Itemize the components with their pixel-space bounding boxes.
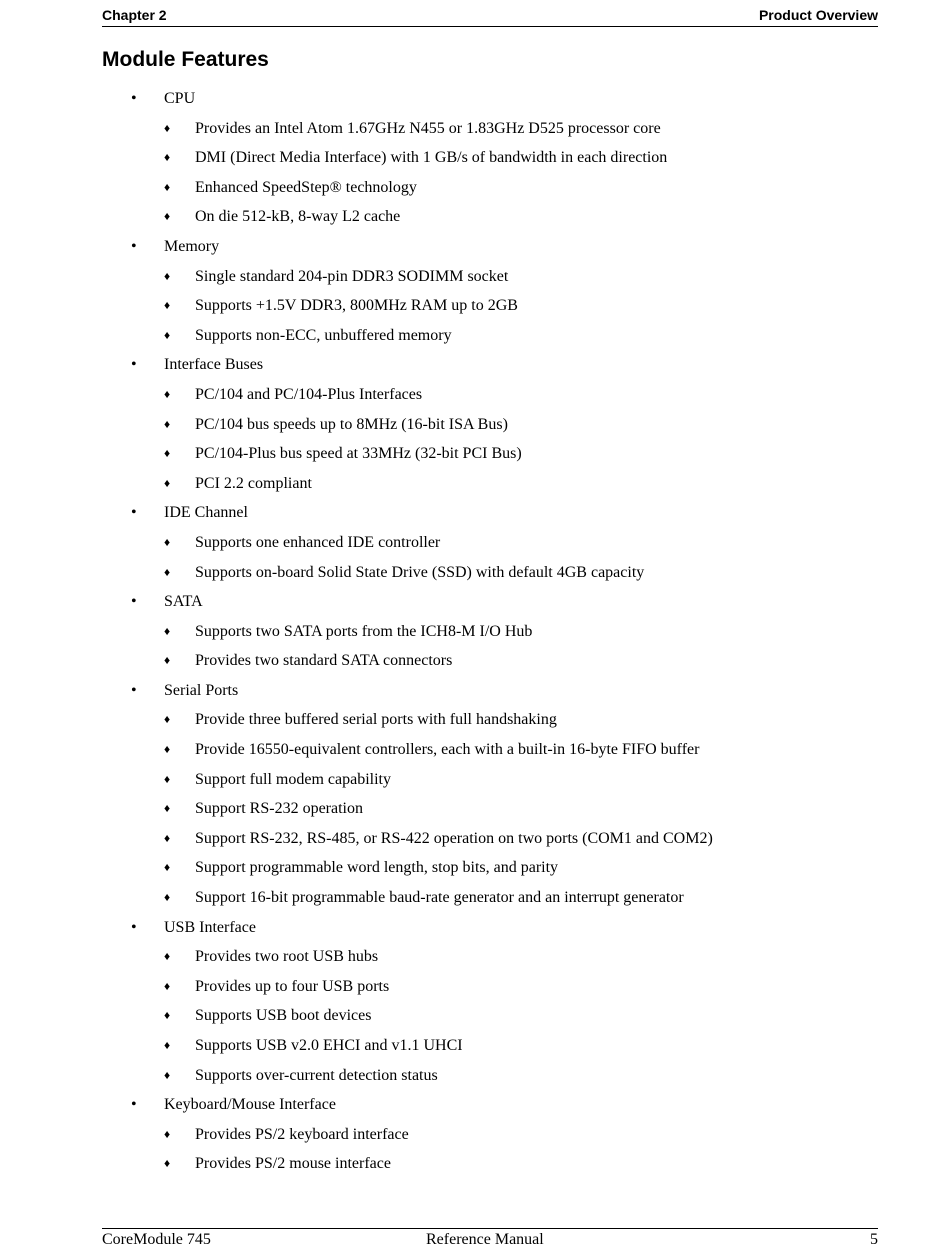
feature-item — [0, 883, 950, 913]
feature-item — [0, 1001, 950, 1031]
feature-item-text: Provides up to four USB ports — [195, 977, 390, 995]
diamond-bullet-icon: ♦ — [164, 416, 171, 431]
feature-item-text: Supports +1.5V DDR3, 800MHz RAM up to 2GB — [195, 297, 518, 315]
category-label: USB Interface — [164, 918, 256, 936]
diamond-bullet-icon: ♦ — [164, 446, 171, 461]
feature-item-text: Support RS-232, RS-485, or RS-422 operation on two ports (COM1 and COM2) — [195, 829, 713, 847]
feature-item — [0, 143, 950, 173]
bullet-icon: • — [131, 593, 137, 611]
feature-item — [0, 469, 950, 499]
feature-item-text: Supports one enhanced IDE controller — [195, 533, 441, 551]
diamond-bullet-icon: ♦ — [164, 1126, 171, 1141]
feature-item-text: PC/104 bus speeds up to 8MHz (16-bit ISA Bus) — [195, 415, 508, 433]
feature-item — [0, 202, 950, 232]
diamond-bullet-icon: ♦ — [164, 949, 171, 964]
feature-item-text: Supports USB v2.0 EHCI and v1.1 UHCI — [195, 1037, 463, 1054]
diamond-bullet-icon: ♦ — [164, 801, 171, 816]
feature-item-text: Supports non-ECC, unbuffered memory — [195, 326, 452, 344]
feature-item — [0, 410, 950, 440]
diamond-bullet-icon: ♦ — [164, 830, 171, 845]
diamond-bullet-icon: ♦ — [164, 771, 171, 786]
feature-item — [0, 439, 950, 469]
feature-item-text: Support 16-bit programmable baud-rate generator and an interrupt generator — [195, 889, 684, 907]
diamond-bullet-icon: ♦ — [164, 564, 171, 579]
feature-item — [0, 824, 950, 854]
feature-item-text: Provide 16550-equivalent controllers, each with a built-in 16-byte FIFO buffer — [195, 741, 700, 759]
feature-item-text: Provides PS/2 mouse interface — [195, 1155, 391, 1173]
diamond-bullet-icon: ♦ — [164, 179, 171, 194]
diamond-bullet-icon: ♦ — [164, 268, 171, 283]
feature-item — [0, 646, 950, 676]
bullet-icon: • — [131, 90, 137, 107]
feature-item — [0, 853, 950, 883]
feature-item — [0, 291, 950, 321]
feature-item-text: Supports over-current detection status — [195, 1066, 438, 1084]
feature-item-text: Supports two SATA ports from the ICH8-M I/O Hub — [195, 622, 533, 640]
feature-item-text: Provides an Intel Atom 1.67GHz N455 or 1.83GHz D525 processor core — [195, 119, 661, 137]
category-label: Memory — [164, 237, 220, 255]
feature-item-text: Single standard 204-pin DDR3 SODIMM socket — [195, 267, 509, 285]
feature-category — [0, 498, 950, 528]
feature-item-text: Support full modem capability — [195, 770, 391, 788]
diamond-bullet-icon: ♦ — [164, 1038, 171, 1052]
bullet-icon: • — [131, 1096, 137, 1114]
page-number: 5 — [870, 1231, 878, 1248]
feature-item — [0, 1120, 950, 1150]
category-label: CPU — [164, 90, 196, 107]
diamond-bullet-icon: ♦ — [164, 978, 171, 993]
feature-item — [0, 173, 950, 203]
page-header — [102, 5, 878, 27]
diamond-bullet-icon: ♦ — [164, 475, 171, 490]
feature-item — [0, 321, 950, 351]
feature-item — [0, 114, 950, 144]
feature-item — [0, 942, 950, 972]
diamond-bullet-icon: ♦ — [164, 653, 171, 668]
feature-item — [0, 1061, 950, 1091]
feature-category — [0, 587, 950, 617]
feature-category — [0, 232, 950, 262]
diamond-bullet-icon: ♦ — [164, 534, 171, 549]
diamond-bullet-icon: ♦ — [164, 1008, 171, 1023]
bullet-icon: • — [131, 356, 137, 374]
diamond-bullet-icon: ♦ — [164, 150, 171, 165]
chapter-label: Chapter 2 — [102, 7, 167, 23]
page-footer — [102, 1228, 878, 1257]
feature-item-text: Supports on-board Solid State Drive (SSD) with default 4GB capacity — [195, 563, 645, 581]
diamond-bullet-icon: ♦ — [164, 327, 171, 342]
feature-item-text: PC/104-Plus bus speed at 33MHz (32-bit PCI Bus) — [195, 445, 522, 463]
feature-item — [0, 380, 950, 410]
manual-title: Reference Manual — [426, 1231, 544, 1248]
feature-item — [0, 558, 950, 588]
feature-item-text: Provides PS/2 keyboard interface — [195, 1125, 409, 1143]
feature-item — [0, 794, 950, 824]
diamond-bullet-icon: ♦ — [164, 386, 171, 401]
chapter-title: Product Overview — [758, 7, 878, 23]
diamond-bullet-icon: ♦ — [164, 860, 171, 875]
feature-category — [0, 913, 950, 943]
bullet-icon: • — [131, 918, 137, 936]
feature-item — [0, 528, 950, 558]
feature-list — [0, 84, 950, 1179]
feature-item-text: On die 512-kB, 8-way L2 cache — [195, 208, 401, 226]
feature-item-text: Support programmable word length, stop bits, and parity — [195, 859, 559, 877]
category-label: Interface Buses — [164, 356, 264, 374]
feature-item-text: Provide three buffered serial ports with full handshaking — [195, 711, 557, 729]
feature-item-text: PC/104 and PC/104-Plus Interfaces — [195, 385, 423, 403]
feature-item-text: Supports USB boot devices — [195, 1007, 372, 1025]
bullet-icon: • — [131, 237, 137, 255]
feature-item — [0, 765, 950, 795]
feature-item-text: PCI 2.2 compliant — [195, 474, 312, 492]
feature-category — [0, 84, 950, 114]
section-title: Module Features — [102, 48, 269, 71]
feature-item — [0, 972, 950, 1002]
diamond-bullet-icon: ♦ — [164, 712, 171, 727]
feature-item-text: Provides two root USB hubs — [195, 948, 379, 966]
category-label: IDE Channel — [164, 504, 248, 522]
diamond-bullet-icon: ♦ — [164, 298, 171, 313]
feature-category — [0, 350, 950, 380]
feature-category — [0, 1090, 950, 1120]
category-label: Serial Ports — [164, 681, 239, 699]
diamond-bullet-icon: ♦ — [164, 1156, 171, 1171]
feature-item-text: Enhanced SpeedStep® technology — [195, 178, 417, 196]
feature-item-text: DMI (Direct Media Interface) with 1 GB/s of bandwidth in each direction — [195, 149, 668, 167]
feature-item — [0, 262, 950, 292]
feature-category — [0, 676, 950, 706]
feature-item — [0, 705, 950, 735]
feature-item — [0, 617, 950, 647]
feature-item-text: Support RS-232 operation — [195, 800, 363, 818]
diamond-bullet-icon: ♦ — [164, 623, 171, 638]
feature-item — [0, 1149, 950, 1179]
bullet-icon: • — [131, 681, 137, 699]
diamond-bullet-icon: ♦ — [164, 1067, 171, 1082]
category-label: SATA — [164, 593, 203, 611]
diamond-bullet-icon: ♦ — [164, 209, 171, 224]
category-label: Keyboard/Mouse Interface — [164, 1096, 336, 1114]
feature-item-text: Provides two standard SATA connectors — [195, 652, 453, 670]
diamond-bullet-icon: ♦ — [164, 120, 171, 135]
product-name: CoreModule 745 — [102, 1231, 211, 1248]
feature-item — [0, 735, 950, 765]
diamond-bullet-icon: ♦ — [164, 890, 171, 905]
diamond-bullet-icon: ♦ — [164, 742, 171, 757]
feature-item — [0, 1031, 950, 1061]
bullet-icon: • — [131, 504, 137, 522]
